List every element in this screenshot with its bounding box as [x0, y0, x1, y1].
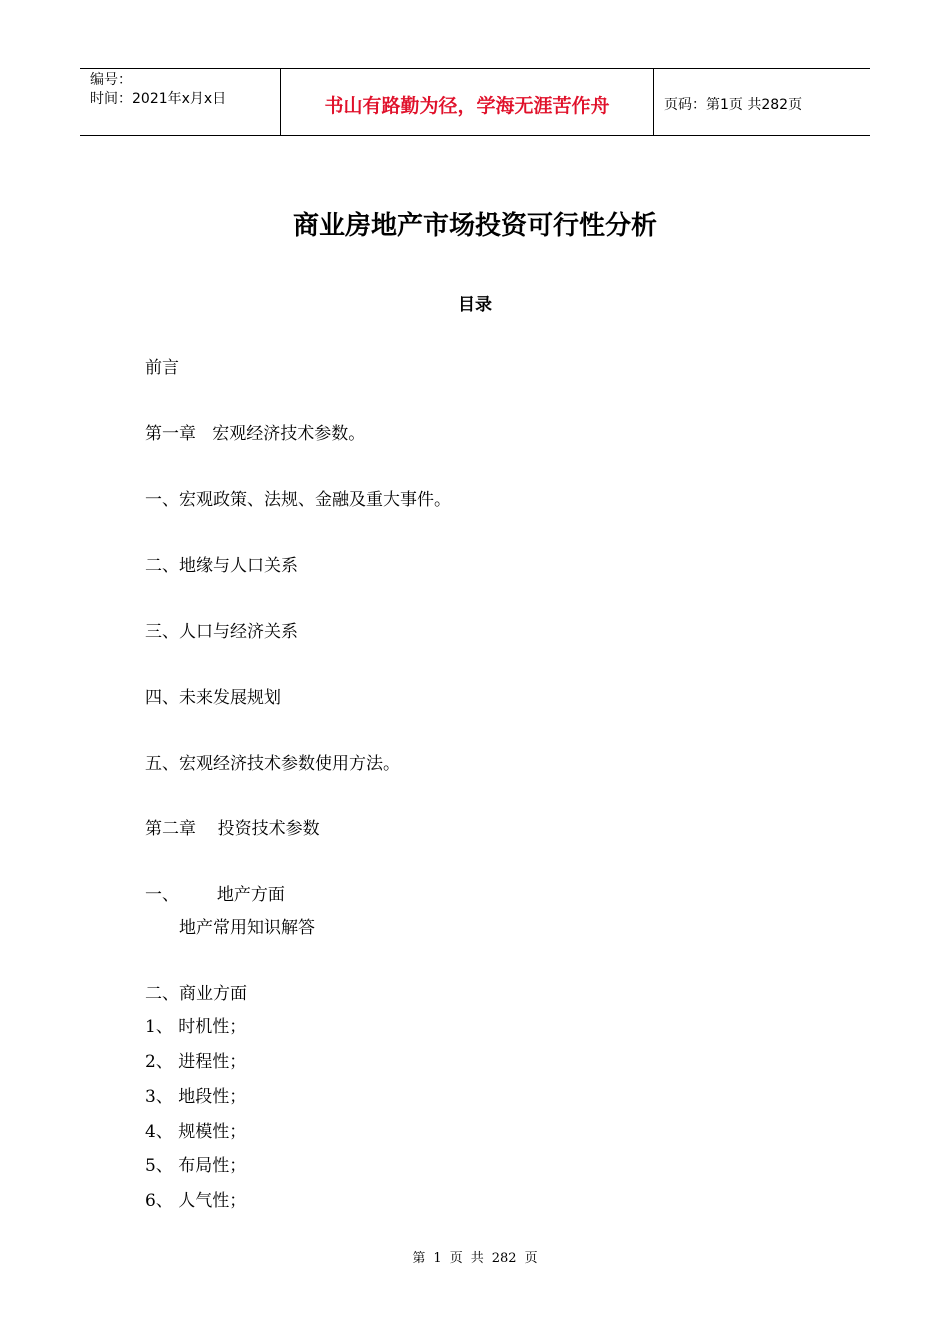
toc-line-2-2: 二、商业方面 [145, 984, 247, 1004]
toc-line-1-1: 一、宏观政策、法规、金融及重大事件。 [145, 490, 451, 510]
toc-line-2-1-sub: 地产常用知识解答 [179, 918, 315, 938]
toc-line-item-4: 4、 规模性； [145, 1122, 247, 1142]
footer-gong: 共 [470, 1251, 484, 1266]
toc-line-chapter-2: 第二章 投资技术参数 [145, 819, 320, 839]
toc-line-1-2: 二、地缘与人口关系 [145, 556, 298, 576]
header-table [80, 68, 870, 136]
footer-di: 第 [412, 1251, 426, 1266]
toc-line-item-1: 1、 时机性； [145, 1017, 247, 1037]
footer-total-pages: 282 [491, 1251, 517, 1266]
toc-line-1-3: 三、人口与经济关系 [145, 622, 298, 642]
toc-line-item-5: 5、 布局性； [145, 1156, 247, 1176]
toc-line-1-5: 五、宏观经济技术参数使用方法。 [145, 754, 400, 774]
toc-line-item-6: 6、 人气性； [145, 1191, 247, 1211]
header-meta-cell [80, 69, 281, 135]
toc-line-chapter-1: 第一章 宏观经济技术参数。 [145, 424, 366, 444]
document-title: 商业房地产市场投资可行性分析 [292, 211, 657, 241]
header-number-label: 编号： [90, 72, 132, 88]
toc-heading: 目录 [458, 295, 492, 315]
header-page-info: 页码：第1页 共282页 [664, 97, 803, 113]
toc-line-item-2: 2、 进程性； [145, 1052, 247, 1072]
page-footer [0, 1247, 950, 1266]
toc-line-2-1: 一、 地产方面 [145, 885, 285, 905]
toc-line-preface: 前言 [145, 358, 179, 378]
footer-ye-end: 页 [524, 1251, 538, 1266]
toc-line-1-4: 四、未来发展规划 [145, 688, 281, 708]
header-time-label: 时间：2021年x月x日 [90, 91, 227, 107]
toc-line-item-3: 3、 地段性； [145, 1087, 247, 1107]
header-motto: 书山有路勤为径，学海无涯苦作舟 [281, 69, 654, 135]
footer-ye: 页 [449, 1251, 463, 1266]
footer-page-number: 1 [433, 1251, 442, 1266]
